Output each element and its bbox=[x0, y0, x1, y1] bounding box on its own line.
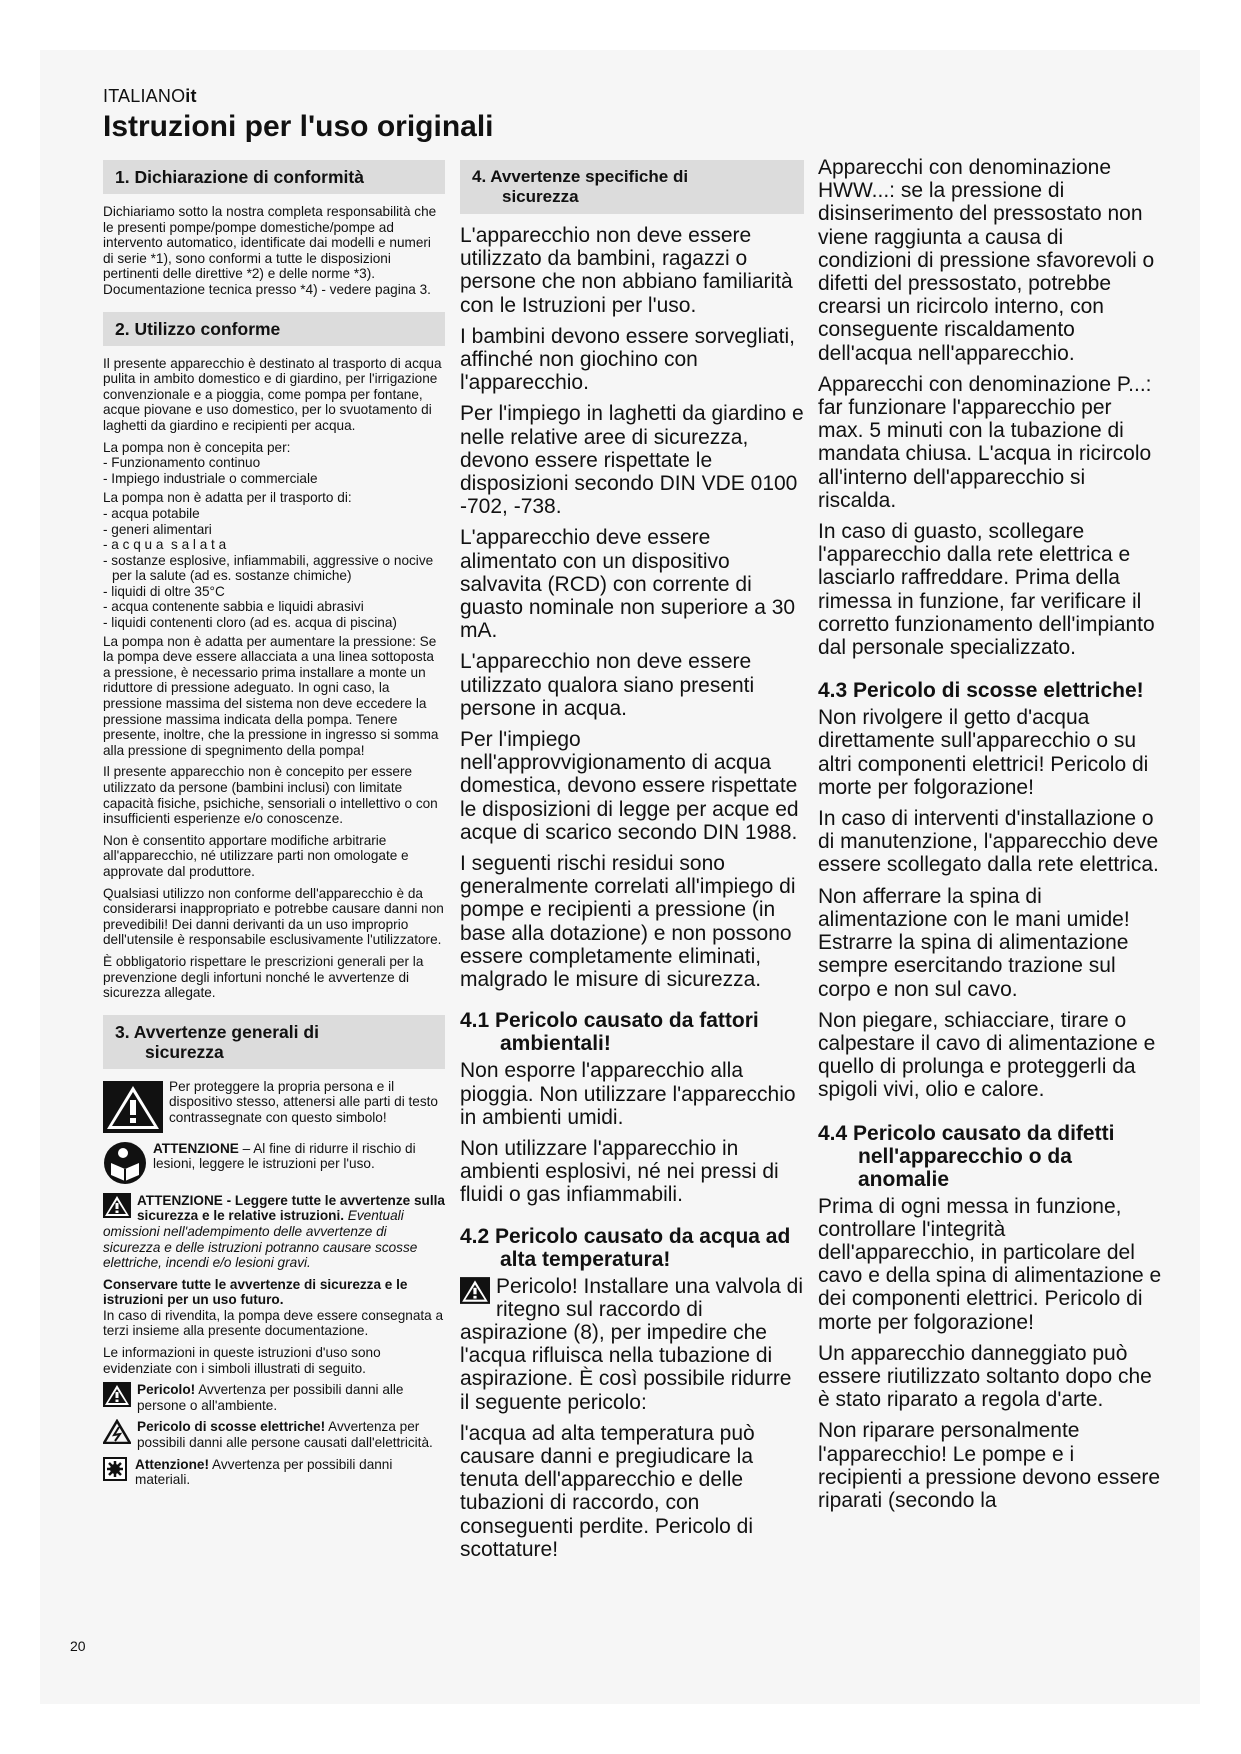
list bbox=[103, 490, 445, 630]
paragraph: Per l'impiego nell'approvvigionamento di acqua domestica, devono essere rispettate le disposizioni di legge per acque ed acque di scarico secondo DIN 1988. bbox=[460, 728, 799, 844]
paragraph: Prima di ogni messa in funzione, controllare l'integrità dell'apparecchio, in particolare del cavo e della spina di alimentazione e dei componenti elettrici. Pericolo di morte per folgorazione! bbox=[818, 1194, 1162, 1334]
paragraph: In caso di interventi d'installazione o di manutenzione, l'apparecchio deve essere scollegato dalla rete elettrica. bbox=[818, 807, 1159, 877]
electric-shock-icon bbox=[103, 1419, 131, 1444]
warning-triangle-icon bbox=[460, 1277, 490, 1304]
list-item: - Impiego industriale o commerciale bbox=[103, 470, 318, 486]
keep-bold: Conservare tutte le avvertenze di sicurezza e le istruzioni per un uso futuro. bbox=[103, 1276, 408, 1308]
symbol-text: Avvertenza per possibili danni alle persone o all'ambiente. bbox=[137, 1382, 404, 1413]
heading-line: sicurezza bbox=[502, 187, 579, 206]
page-title: Istruzioni per l'uso originali bbox=[103, 110, 494, 143]
paragraph: Non rivolgere il getto d'acqua direttamente sull'apparecchio o su altri componenti elettrici! Pericolo di morte per folgorazione! bbox=[818, 706, 1149, 799]
paragraph: La pompa non è adatta per aumentare la pressione: Se la pompa deve essere allacciata a una linea sottoposta a pressione, è necessario prima installare a monte un riduttore di pressione adeguato. In ogni caso, la pressione massima del sistema non deve eccedere la pressione massima indicata della pompa. Tenere presente, inoltre, che la pressione in ingresso si somma alla pressione di spegnimento della pompa! bbox=[103, 633, 439, 758]
list-item: La pompa non è adatta per il trasporto di: bbox=[103, 490, 352, 506]
notice-text: Per proteggere la propria persona e il dispositivo stesso, attenersi alle parti di testo contrassegnate con questo simbolo! bbox=[169, 1078, 438, 1125]
paragraph: L'apparecchio non deve essere utilizzato da bambini, ragazzi o persone che non abbiano familiarità con le Istruzioni per l'uso. bbox=[460, 224, 793, 317]
section-4-heading bbox=[460, 160, 804, 214]
warning-triangle-icon bbox=[103, 1193, 131, 1218]
list-item: - Funzionamento continuo bbox=[103, 455, 261, 471]
attention-italic: Eventuali omissioni nell'adempimento delle avvertenze di sicurezza e delle istruzioni potranno causare scosse elettriche, incendi e/o lesioni gravi. bbox=[103, 1208, 418, 1271]
list-item: - sostanze esplosive, infiammabili, aggressive o nocive per la salute (ad es. sostanze chimiche) bbox=[103, 552, 434, 584]
section-2-heading: 2. Utilizzo conforme bbox=[103, 312, 445, 346]
column-1 bbox=[103, 160, 445, 1494]
paragraph: I seguenti rischi residui sono generalmente correlati all'impiego di pompe e recipienti a pressione (in base alla dotazione) e non possono essere completamente eliminati, malgrado le misure di sicurezza. bbox=[460, 852, 796, 992]
attention-bold: ATTENZIONE - Leggere tutte le avvertenze sulla sicurezza e le relative istruzioni. bbox=[137, 1192, 445, 1224]
warning-notice bbox=[103, 1079, 445, 1135]
paragraph: Un apparecchio danneggiato può essere riutilizzato soltanto dopo che è stato riparato a regola d'arte. bbox=[818, 1341, 1152, 1412]
subsection-4-3-heading: 4.3 Pericolo di scosse elettriche! bbox=[818, 679, 1144, 703]
warning-triangle-icon bbox=[103, 1382, 131, 1407]
paragraph bbox=[460, 1275, 804, 1414]
list-item: - a c q u a s a l a t a bbox=[103, 537, 227, 553]
column-2 bbox=[460, 160, 804, 1569]
section-1-heading: 1. Dichiarazione di conformità bbox=[103, 160, 445, 194]
paragraph: Qualsiasi utilizzo non conforme dell'apparecchio è da considerarsi inappropriato e potrebbe causare danni non prevedibili! Dei danni derivanti da un uso improprio dell'utensile è responsabile esclusivamente l'utilizzatore. bbox=[103, 885, 444, 948]
heading-line: 3. Avvertenze generali di bbox=[115, 1021, 319, 1042]
paragraph: Non utilizzare l'apparecchio in ambienti esplosivi, né nei pressi di fluidi o gas infiammabili. bbox=[460, 1136, 779, 1207]
subsection-4-2-heading: 4.2 Pericolo causato da acqua ad alta temperatura! bbox=[460, 1224, 791, 1271]
symbol-material bbox=[103, 1457, 445, 1488]
column-3 bbox=[818, 156, 1162, 1520]
paragraph: Il presente apparecchio è destinato al trasporto di acqua pulita in ambito domestico e di giardino, per l'irrigazione convenzionale e a pioggia, come pompa per fontane, acque piovane e uso domestico, per lo svuotamento di laghetti da giardino e recipienti per acqua. bbox=[103, 355, 442, 433]
warning-triangle-icon bbox=[103, 1081, 163, 1133]
paragraph: È obbligatorio rispettare le prescrizioni generali per la prevenzione degli infortuni nonché le avvertenze di sicurezza allegate. bbox=[103, 953, 424, 1001]
symbol-danger bbox=[103, 1382, 445, 1413]
list-item: La pompa non è concepita per: bbox=[103, 439, 291, 455]
paragraph-text: Pericolo! Installare una valvola di ritegno sul raccordo di aspirazione (8), per impedire che l'acqua rifluisca nella tubazione di aspirazione. È così possibile ridurre il seguente pericolo: bbox=[460, 1274, 804, 1414]
heading-line: sicurezza bbox=[145, 1041, 224, 1062]
list-item: - acqua contenente sabbia e liquidi abrasivi bbox=[103, 599, 364, 615]
symbol-label: Pericolo di scosse elettriche! bbox=[137, 1419, 326, 1435]
paragraph: Apparecchi con denominazione P...: far funzionare l'apparecchio per max. 5 minuti con la tubazione di mandata chiusa. L'acqua in ricircolo all'interno dell'apparecchio si riscalda. bbox=[818, 372, 1152, 512]
keep-text: In caso di rivendita, la pompa deve essere consegnata a terzi insieme alla presente documentazione. bbox=[103, 1307, 444, 1339]
material-damage-icon bbox=[103, 1457, 127, 1481]
symbol-label: Pericolo! bbox=[137, 1382, 196, 1398]
heading-line: 4. Avvertenze specifiche di bbox=[472, 167, 689, 186]
paragraph: Non riparare personalmente l'apparecchio! Le pompe e i recipienti a pressione devono essere riparati (secondo la bbox=[818, 1419, 1161, 1512]
paragraph: I bambini devono essere sorvegliati, affinché non giochino con l'apparecchio. bbox=[460, 324, 796, 395]
read-manual-icon bbox=[103, 1141, 147, 1185]
list bbox=[103, 440, 445, 487]
list-item: - generi alimentari bbox=[103, 521, 212, 537]
page-number: 20 bbox=[70, 1638, 86, 1654]
paragraph: L'apparecchio deve essere alimentato con un dispositivo salvavita (RCD) con corrente di guasto nominale non superiore a 30 mA. bbox=[460, 526, 796, 643]
symbol-text: Avvertenza per possibili danni alle persone causati dall'elettricità. bbox=[137, 1419, 433, 1451]
subsection-4-4-heading: 4.4 Pericolo causato da difetti nell'apparecchio o da anomalie bbox=[818, 1121, 1115, 1191]
symbol-label: Attenzione! bbox=[135, 1456, 210, 1472]
paragraph: l'acqua ad alta temperatura può causare danni e pregiudicare la tenuta dell'apparecchio e delle tubazioni di raccordo, con conseguenti perdite. Pericolo di scottature! bbox=[460, 1421, 755, 1561]
paragraph: Non piegare, schiacciare, tirare o calpestare il cavo di alimentazione e quello di prolunga e proteggerli da spigoli vivi, olio e calore. bbox=[818, 1008, 1156, 1102]
read-manual-notice bbox=[103, 1141, 445, 1185]
section-3-heading bbox=[103, 1015, 445, 1069]
paragraph: Non è consentito apportare modifiche arbitrarie all'apparecchio, né utilizzare parti non omologate e approvate dal produttore. bbox=[103, 832, 409, 879]
symbol-electric bbox=[103, 1419, 445, 1450]
paragraph: Dichiariamo sotto la nostra completa responsabilità che le presenti pompe/pompe domestiche/pompe ad intervento automatico, identificate dai modelli e numeri di serie *1), sono conformi a tutte le disposizioni pertinenti delle direttive *2) e delle norme *3). Documentazione tecnica presso *4) - vedere pagina 3. bbox=[103, 204, 437, 297]
symbol-text: Avvertenza per possibili danni materiali. bbox=[135, 1456, 393, 1488]
paragraph: Le informazioni in queste istruzioni d'uso sono evidenziate con i simboli illustrati di seguito. bbox=[103, 1345, 381, 1376]
list-item: - liquidi di oltre 35°C bbox=[103, 583, 225, 599]
attention-label: ATTENZIONE bbox=[153, 1140, 239, 1156]
paragraph: Non esporre l'apparecchio alla pioggia. Non utilizzare l'apparecchio in ambienti umidi. bbox=[460, 1059, 796, 1129]
notice-text: – Al fine di ridurre il rischio di lesioni, leggere le istruzioni per l'uso. bbox=[153, 1140, 416, 1172]
attention-notice bbox=[103, 1193, 445, 1271]
paragraph bbox=[103, 1277, 445, 1339]
language-label: ITALIANOit bbox=[103, 86, 197, 106]
list-item: - acqua potabile bbox=[103, 505, 200, 521]
paragraph: L'apparecchio non deve essere utilizzato qualora siano presenti persone in acqua. bbox=[460, 650, 755, 720]
paragraph: Non afferrare la spina di alimentazione con le mani umide! Estrarre la spina di alimentazione sempre esercitando trazione sul corpo e non sul cavo. bbox=[818, 884, 1130, 1001]
paragraph: In caso di guasto, scollegare l'apparecchio dalla rete elettrica e lasciarlo raffreddare. Prima della rimessa in funzione, far verificare il corretto funzionamento dell'impianto dal personale specializzato. bbox=[818, 520, 1155, 660]
paragraph: Il presente apparecchio non è concepito per essere utilizzato da persone (bambini inclusi) con limitate capacità fisiche, psichiche, sensoriali o intellettivo o con insufficienti esperienze e/o conoscenze. bbox=[103, 764, 438, 827]
paragraph: Per l'impiego in laghetti da giardino e nelle relative aree di sicurezza, devono essere rispettate le disposizioni secondo DIN VDE 0100 -702, -738. bbox=[460, 402, 804, 519]
list-item: - liquidi contenenti cloro (ad es. acqua di piscina) bbox=[103, 615, 397, 631]
subsection-4-1-heading: 4.1 Pericolo causato da fattori ambientali! bbox=[460, 1009, 759, 1056]
paragraph: Apparecchi con denominazione HWW...: se la pressione di disinserimento del pressostato non viene raggiunta a causa di condizioni di pressione sfavorevoli o difetti del pressostato, potrebbe crearsi un ricircolo interno, con conseguente riscaldamento dell'acqua nell'apparecchio. bbox=[818, 156, 1155, 365]
